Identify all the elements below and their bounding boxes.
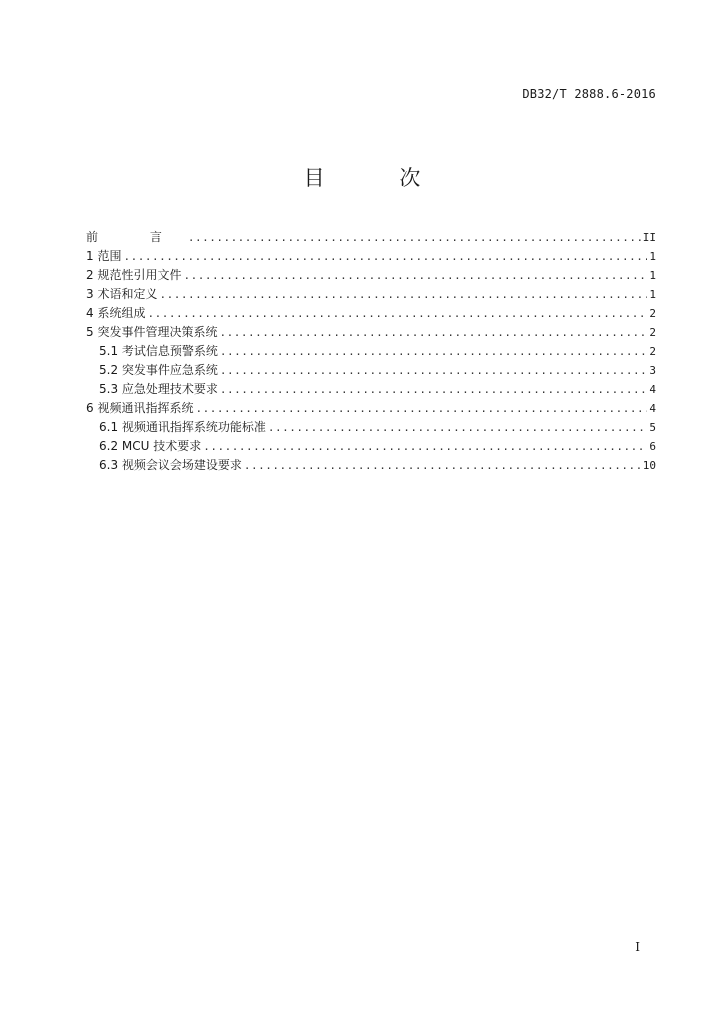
toc-entry-label: 1 范围 bbox=[86, 249, 122, 263]
toc-entry-label: 前 言 bbox=[86, 230, 186, 244]
toc-entry[interactable] bbox=[86, 247, 656, 266]
toc-entry[interactable] bbox=[86, 285, 656, 304]
toc-entry-label: 6.1 视频通讯指挥系统功能标准 bbox=[99, 420, 266, 434]
toc-entry-page: II bbox=[642, 231, 656, 244]
toc-entry-label: 6.3 视频会议会场建设要求 bbox=[99, 458, 242, 472]
toc-leader-dots bbox=[220, 342, 647, 361]
toc-entry-page: 2 bbox=[649, 326, 656, 339]
toc-leader-dots bbox=[220, 380, 647, 399]
toc-entry-label: 5.2 突发事件应急系统 bbox=[99, 363, 218, 377]
toc-leader-dots bbox=[244, 456, 641, 475]
toc-leader-dots bbox=[183, 266, 647, 285]
toc-entry[interactable] bbox=[86, 323, 656, 342]
toc-entry[interactable] bbox=[86, 399, 656, 418]
toc-leader-dots bbox=[147, 304, 647, 323]
toc-entry-page: 1 bbox=[649, 250, 656, 263]
toc-entry-label: 4 系统组成 bbox=[86, 306, 146, 320]
toc-entry[interactable] bbox=[86, 380, 656, 399]
toc-entry[interactable] bbox=[86, 228, 656, 247]
toc-entry-page: 4 bbox=[649, 383, 656, 396]
toc-entry[interactable] bbox=[86, 437, 656, 456]
toc-leader-dots bbox=[220, 361, 647, 380]
toc-entry[interactable] bbox=[86, 361, 656, 380]
page-title: 目 次 bbox=[303, 166, 455, 190]
toc-entry-page: 10 bbox=[642, 459, 656, 472]
toc-entry-page: 4 bbox=[649, 402, 656, 415]
toc-entry[interactable] bbox=[86, 456, 656, 475]
toc-entry[interactable] bbox=[86, 342, 656, 361]
toc-entry-label: 2 规范性引用文件 bbox=[86, 268, 182, 282]
toc-entry-label: 6 视频通讯指挥系统 bbox=[86, 401, 194, 415]
toc-entry-page: 2 bbox=[649, 345, 656, 358]
toc-entry[interactable] bbox=[86, 304, 656, 323]
toc-entry-page: 1 bbox=[649, 269, 656, 282]
toc-entry-page: 5 bbox=[649, 421, 656, 434]
toc-leader-dots bbox=[219, 323, 647, 342]
page-number: I bbox=[635, 940, 640, 954]
toc-entry-label: 6.2 MCU 技术要求 bbox=[99, 439, 202, 453]
toc-entry[interactable] bbox=[86, 418, 656, 437]
toc-entry-label: 5.1 考试信息预警系统 bbox=[99, 344, 218, 358]
toc-leader-dots bbox=[188, 228, 641, 247]
toc-leader-dots bbox=[159, 285, 647, 304]
table-of-contents bbox=[86, 228, 656, 475]
toc-entry-label: 5 突发事件管理决策系统 bbox=[86, 325, 218, 339]
toc-leader-dots bbox=[268, 418, 647, 437]
toc-entry-page: 3 bbox=[649, 364, 656, 377]
toc-entry-page: 6 bbox=[649, 440, 656, 453]
toc-leader-dots bbox=[123, 247, 647, 266]
toc-entry-label: 3 术语和定义 bbox=[86, 287, 158, 301]
toc-entry-page: 1 bbox=[649, 288, 656, 301]
toc-entry[interactable] bbox=[86, 266, 656, 285]
toc-entry-label: 5.3 应急处理技术要求 bbox=[99, 382, 218, 396]
toc-leader-dots bbox=[195, 399, 647, 418]
toc-leader-dots bbox=[203, 437, 647, 456]
standard-code: DB32/T 2888.6-2016 bbox=[522, 87, 656, 101]
toc-entry-page: 2 bbox=[649, 307, 656, 320]
